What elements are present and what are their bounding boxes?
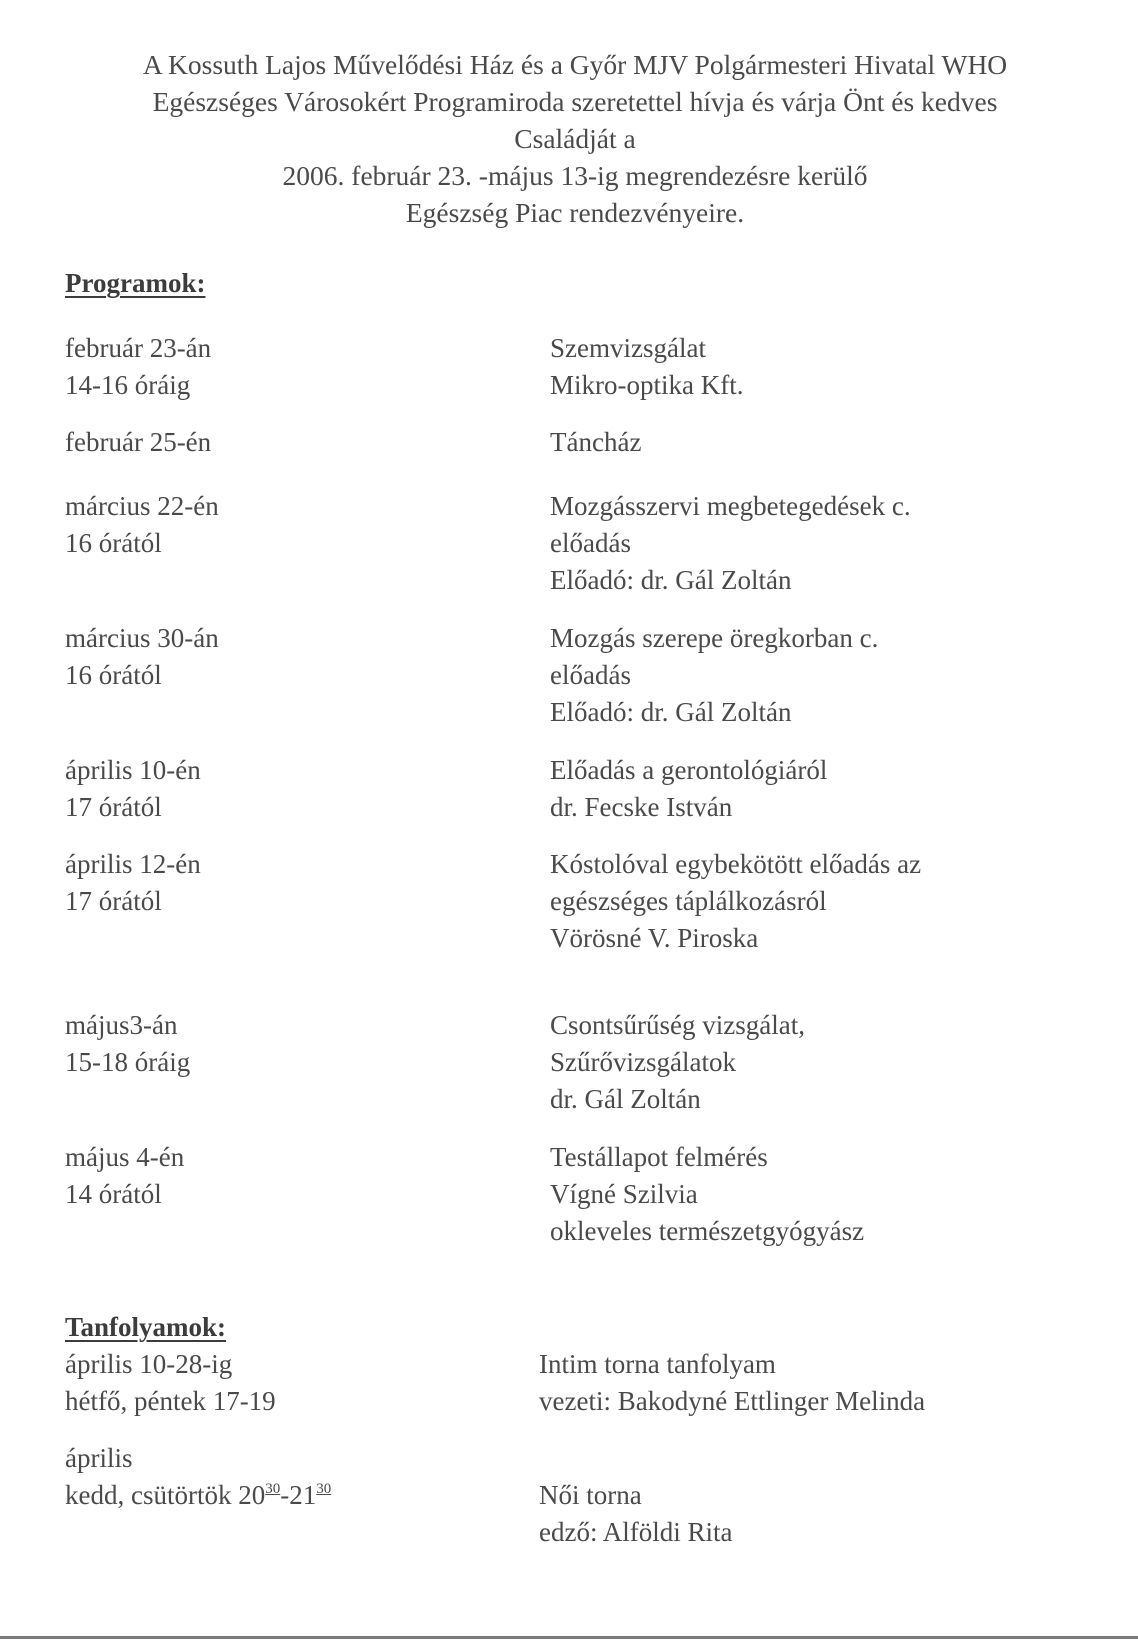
program-date: február 23-án (65, 333, 212, 363)
program-time: 16 órától (65, 528, 162, 558)
program-title: Mozgás szerepe öregkorban c. (550, 623, 879, 653)
program-time: 17 órától (65, 886, 162, 916)
course-end-minutes: 30 (316, 1481, 332, 1497)
program-presenter: Előadó: dr. Gál Zoltán (550, 697, 792, 727)
program-what (550, 330, 1110, 404)
course-what (539, 1477, 1099, 1551)
program-date: március 22-én (65, 491, 219, 521)
program-time: 15-18 óráig (65, 1047, 191, 1077)
header-line: Családját a (514, 123, 636, 154)
program-what (550, 488, 1110, 599)
program-title: Csontsűrűség vizsgálat, (550, 1010, 805, 1040)
program-what (550, 846, 1110, 957)
header-line: 2006. február 23. -május 13-ig megrendezésre kerülő (282, 160, 868, 191)
program-time: 17 órától (65, 792, 162, 822)
header-line: Egészséges Városokért Programiroda szeretettel hívja és várja Önt és kedves (152, 86, 998, 117)
course-when (65, 1440, 525, 1514)
program-when (65, 330, 525, 404)
program-presenter: Vígné Szilvia (550, 1179, 698, 1209)
course-time-mid: -21 (280, 1480, 317, 1510)
program-date: április 12-én (65, 849, 201, 879)
program-when (65, 1139, 525, 1213)
program-presenter: Előadó: dr. Gál Zoltán (550, 565, 792, 595)
course-time-prefix: kedd, csütörtök 20 (65, 1480, 266, 1510)
program-detail: Mikro-optika Kft. (550, 370, 744, 400)
program-when (65, 1007, 525, 1081)
program-what (550, 752, 1110, 826)
program-presenter: dr. Gál Zoltán (550, 1084, 701, 1114)
program-title: Táncház (550, 427, 642, 457)
program-detail: előadás (550, 528, 631, 558)
course-start-minutes: 30 (265, 1481, 281, 1497)
course-title: Női torna (539, 1480, 642, 1510)
program-date: március 30-án (65, 623, 219, 653)
program-when (65, 752, 525, 826)
program-what (550, 1007, 1110, 1118)
program-presenter: dr. Fecske István (550, 792, 733, 822)
program-detail: előadás (550, 660, 631, 690)
program-date: február 25-én (65, 427, 212, 457)
course-date: április (65, 1443, 133, 1473)
course-date: április 10-28-ig (65, 1349, 233, 1379)
course-leader: edző: Alföldi Rita (539, 1517, 733, 1547)
program-when (65, 846, 525, 920)
program-title: Mozgásszervi megbetegedések c. (550, 491, 911, 521)
program-when (65, 424, 525, 461)
program-time: 14 órától (65, 1179, 162, 1209)
program-detail: egészséges táplálkozásról (550, 886, 827, 916)
course-when (65, 1346, 525, 1420)
program-title: Szemvizsgálat (550, 333, 706, 363)
program-what (550, 620, 1110, 731)
program-when (65, 488, 525, 562)
program-detail: Szűrővizsgálatok (550, 1047, 736, 1077)
program-title: Testállapot felmérés (550, 1142, 768, 1172)
bottom-divider (0, 1636, 1138, 1639)
header-line: Egészség Piac rendezvényeire. (405, 197, 745, 228)
course-leader: vezeti: Bakodyné Ettlinger Melinda (539, 1386, 926, 1416)
course-title: Intim torna tanfolyam (539, 1349, 776, 1379)
program-date: április 10-én (65, 755, 201, 785)
program-time: 16 órától (65, 660, 162, 690)
program-time: 14-16 óráig (65, 370, 191, 400)
header-line: A Kossuth Lajos Művelődési Ház és a Győr MJV Polgármesteri Hivatal WHO (142, 49, 1008, 80)
program-when (65, 620, 525, 694)
course-what (539, 1346, 1099, 1420)
program-date: május 4-én (65, 1142, 185, 1172)
program-what (550, 1139, 1110, 1250)
program-presenter: Vörösné V. Piroska (550, 923, 759, 953)
program-title: Előadás a gerontológiáról (550, 755, 828, 785)
program-title: Kóstolóval egybekötött előadás az (550, 849, 922, 879)
program-what (550, 424, 1110, 461)
invitation-header (40, 46, 1110, 231)
programs-title: Programok: (65, 268, 206, 298)
course-time (65, 1477, 525, 1514)
course-time: hétfő, péntek 17-19 (65, 1386, 276, 1416)
program-date: május3-án (65, 1010, 178, 1040)
program-detail: okleveles természetgyógyász (550, 1216, 865, 1246)
courses-title: Tanfolyamok: (65, 1312, 227, 1342)
